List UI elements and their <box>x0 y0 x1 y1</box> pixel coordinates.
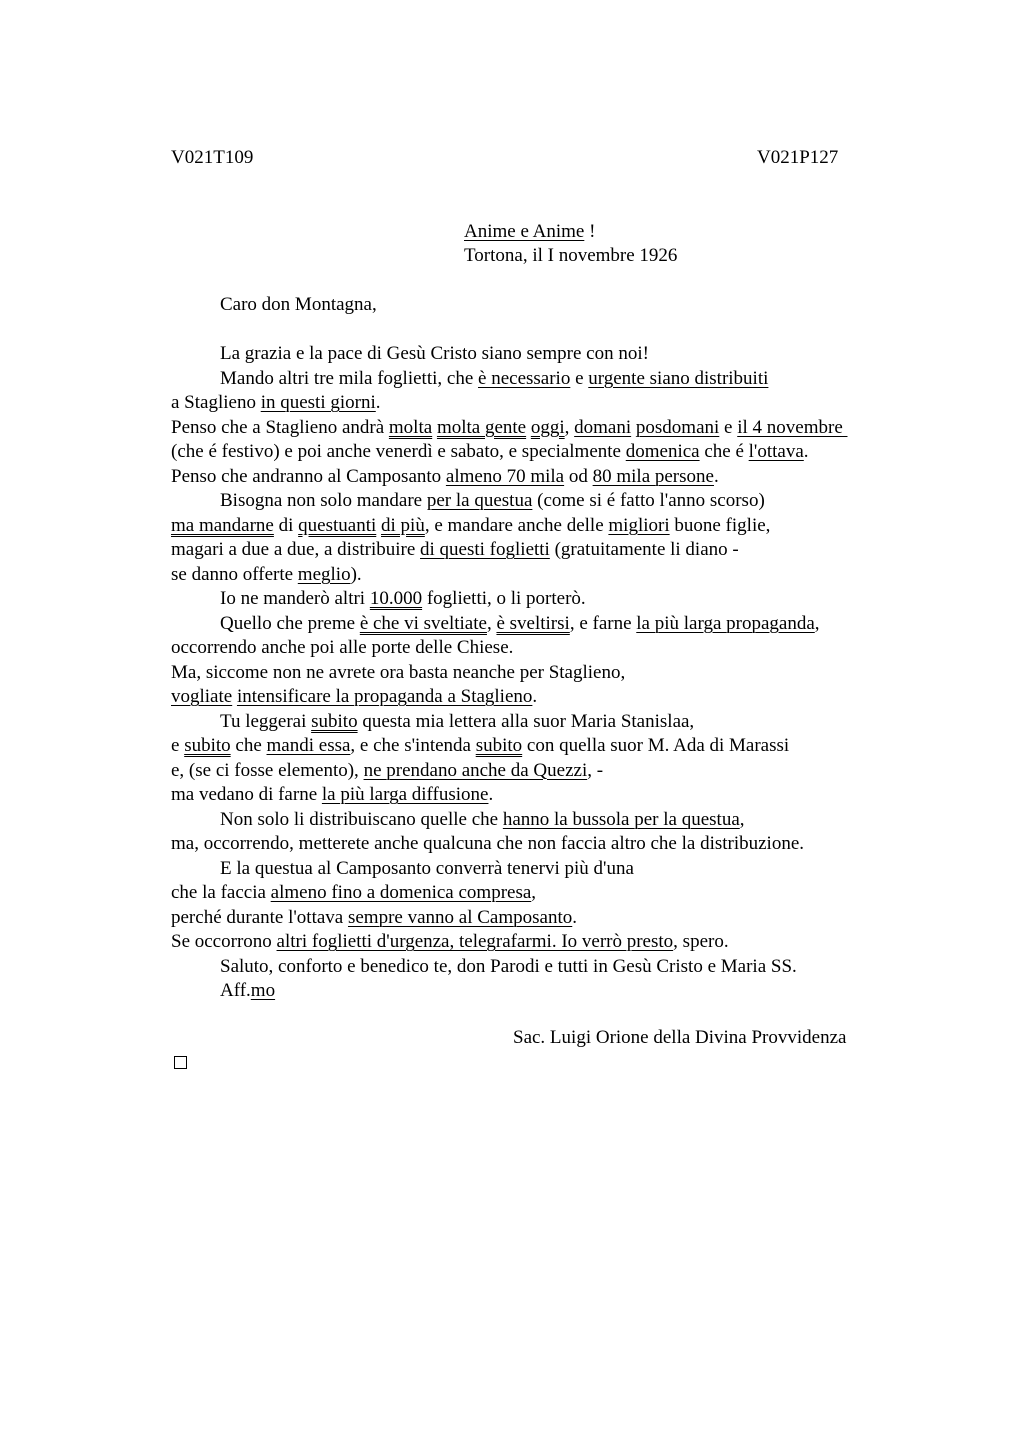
body-text: foglietti, o li porterò. <box>422 588 586 609</box>
underlined-text: mo <box>250 980 276 1001</box>
body-text: , spero. <box>673 931 729 952</box>
body-line <box>171 808 931 833</box>
underlined-text: intensificare la propaganda a Staglieno <box>236 686 533 707</box>
underlined-text: la più larga diffusione <box>321 784 489 805</box>
underlined-text: almeno 70 mila <box>445 465 565 487</box>
letter-title-line <box>464 220 677 244</box>
underlined-text: 10.000 <box>369 588 423 609</box>
underlined-text: domenica <box>625 441 700 462</box>
underlined-text: mandi essa <box>266 735 351 756</box>
document-code-left: V021T109 <box>171 147 254 168</box>
body-text: Penso che a Staglieno andrà <box>171 416 389 438</box>
letter-body <box>171 342 931 1004</box>
underlined-text: vogliate <box>171 686 233 707</box>
body-text: (che é festivo) e poi anche venerdì e sabato, e specialmente <box>171 441 626 462</box>
underlined-text: il 4 novembre <box>737 416 848 438</box>
body-text: ). <box>350 563 362 585</box>
body-text: , e farne <box>569 612 637 634</box>
body-text: ma vedano di farne <box>171 784 322 805</box>
underlined-text: domani <box>574 416 632 438</box>
underlined-text: è che vi sveltiate <box>359 612 487 634</box>
body-text: che é <box>699 441 749 462</box>
body-text: che la faccia <box>171 882 271 903</box>
end-mark-box <box>174 1056 187 1069</box>
underlined-text: ma mandarne <box>171 514 274 536</box>
body-line <box>171 563 931 588</box>
body-line <box>171 636 931 661</box>
underlined-text: posdomani <box>635 416 720 438</box>
body-text: . <box>532 686 538 707</box>
body-text: con quella suor M. Ada di Marassi <box>522 735 790 756</box>
body-text: di <box>273 514 299 536</box>
underlined-text: subito <box>184 735 231 756</box>
body-text: . <box>488 784 494 805</box>
body-text: Non solo li distribuiscano quelle che <box>220 808 503 830</box>
body-line <box>171 881 931 906</box>
body-line <box>171 930 931 955</box>
body-text: Penso che andranno al Camposanto <box>171 465 446 487</box>
body-text: Saluto, conforto e benedico te, don Parodi e tutti in Gesù Cristo e Maria SS. <box>220 955 797 977</box>
document-code-right: V021P127 <box>757 147 839 168</box>
underlined-text: meglio <box>297 563 351 585</box>
underlined-text: subito <box>311 710 358 732</box>
body-text: magari a due a due, a distribuire <box>171 539 421 560</box>
body-text: ma, occorrendo, metterete anche qualcuna che non faccia altro che la distribuzione. <box>171 833 805 854</box>
body-line <box>171 759 931 784</box>
body-text: E la questua al Camposanto converrà tenervi più d'una <box>220 857 634 879</box>
body-text: , <box>564 416 575 438</box>
body-text: Bisogna non solo mandare <box>220 490 427 511</box>
body-text: a Staglieno <box>171 392 261 413</box>
body-text: , <box>531 882 537 903</box>
letter-heading <box>464 220 677 268</box>
body-text: e <box>719 416 738 438</box>
body-text: Tu leggerai <box>220 710 312 732</box>
underlined-text: molta <box>388 416 433 438</box>
salutation: Caro don Montagna, <box>220 294 377 315</box>
underlined-text: la più larga propaganda <box>636 612 815 634</box>
body-line <box>171 979 931 1004</box>
body-line <box>171 661 931 686</box>
underlined-text: subito <box>475 735 523 756</box>
body-text: e <box>171 735 185 756</box>
letter-title: Anime e Anime <box>464 221 585 242</box>
body-text: , <box>739 808 745 830</box>
body-text: Mando altri tre mila foglietti, che <box>220 367 479 389</box>
underlined-text: molta gente <box>436 416 527 438</box>
body-text: . <box>713 465 719 487</box>
underlined-text: è sveltirsi <box>496 612 570 634</box>
underlined-text: almeno fino a domenica compresa <box>270 882 532 903</box>
body-line <box>171 587 931 612</box>
body-text: Io ne manderò altri <box>220 588 370 609</box>
underlined-text: ne prendano anche da Quezzi <box>363 759 588 781</box>
underlined-text: in questi giorni <box>260 392 376 413</box>
body-text: che <box>230 735 267 756</box>
body-text: se danno offerte <box>171 563 298 585</box>
body-text: , e mandare anche delle <box>424 514 609 536</box>
body-line <box>171 685 931 710</box>
body-line <box>171 538 931 563</box>
underlined-text: oggi <box>530 416 565 438</box>
body-line <box>171 832 931 857</box>
body-line <box>171 342 931 367</box>
body-text: occorrendo anche poi alle porte delle Chiese. <box>171 637 514 658</box>
underlined-text: hanno la bussola per la questua <box>502 808 740 830</box>
underlined-text: sempre vanno al Camposanto <box>347 906 573 928</box>
body-text: , <box>486 612 497 634</box>
underlined-text: l'ottava <box>748 441 804 462</box>
body-text: od <box>564 465 593 487</box>
underlined-text: di questi foglietti <box>420 539 550 560</box>
body-line <box>171 783 931 808</box>
body-text: questa mia lettera alla suor Maria Stanislaa, <box>357 710 695 732</box>
body-text: . <box>572 906 577 928</box>
body-line <box>171 710 931 735</box>
body-line <box>171 367 931 392</box>
body-line <box>171 416 931 441</box>
body-text: (gratuitamente li diano - <box>549 539 739 560</box>
body-line <box>171 857 931 882</box>
underlined-text: urgente siano distribuiti <box>588 367 769 389</box>
body-text: (come si é fatto l'anno scorso) <box>532 490 765 511</box>
body-text: , e che s'intenda <box>350 735 476 756</box>
place-date: Tortona, il I novembre 1926 <box>464 245 678 266</box>
body-text: perché durante l'ottava <box>171 906 348 928</box>
body-text: . <box>375 392 381 413</box>
body-line <box>171 440 931 465</box>
letter-title-mark: ! <box>584 221 596 242</box>
body-text: , <box>814 612 820 634</box>
underlined-text: 80 mila persone <box>592 465 714 487</box>
body-text: e, (se ci fosse elemento), <box>171 759 364 781</box>
signature: Sac. Luigi Orione della Divina Provvidenza <box>513 1027 847 1048</box>
underlined-text: altri foglietti d'urgenza, telegrafarmi. Io verrò presto <box>276 931 674 952</box>
underlined-text: di più <box>381 514 425 536</box>
body-text: La grazia e la pace di Gesù Cristo siano sempre con noi! <box>220 343 649 364</box>
body-line <box>171 489 931 514</box>
body-text: Aff. <box>220 980 251 1001</box>
body-line <box>171 734 931 759</box>
body-text: e <box>570 367 589 389</box>
underlined-text: è necessario <box>478 367 571 389</box>
underlined-text: migliori <box>608 514 670 536</box>
body-text: , - <box>587 759 604 781</box>
body-text: Se occorrono <box>171 931 277 952</box>
body-line <box>171 465 931 490</box>
body-text: Quello che preme <box>220 612 360 634</box>
body-line <box>171 906 931 931</box>
body-line <box>171 514 931 539</box>
body-text: Ma, siccome non ne avrete ora basta neanche per Staglieno, <box>171 661 626 683</box>
body-text: . <box>803 441 809 462</box>
body-line <box>171 955 931 980</box>
body-text: buone figlie, <box>669 514 771 536</box>
underlined-text: per la questua <box>426 490 533 511</box>
underlined-text: questuanti <box>298 514 377 536</box>
body-line <box>171 612 931 637</box>
body-line <box>171 391 931 416</box>
